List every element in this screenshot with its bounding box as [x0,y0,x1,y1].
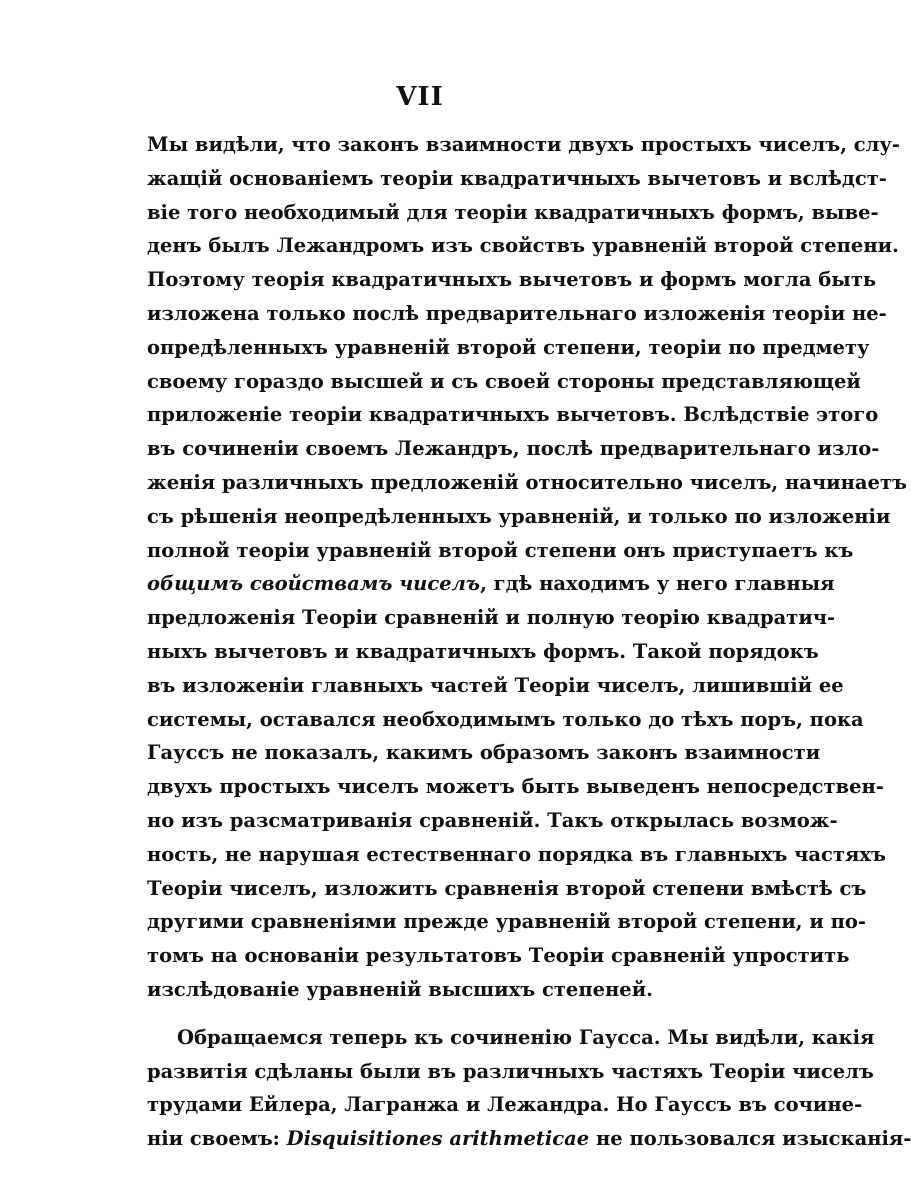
paragraph [147,128,908,1007]
text-line: изложена только послѣ предварительнаго изложенiя теорiи не- [147,301,887,325]
italic-title: Disquisitiones arithmeticae [286,1127,590,1151]
text-line: Гауссъ не показалъ, какимъ образомъ законъ взаимности [147,741,821,765]
text-line: Обращаемся теперь къ сочиненiю Гаусса. Мы видѣли, какiя [177,1025,875,1049]
text-line: Поэтому теорiя квадратичныхъ вычетовъ и формъ могла быть [147,268,877,292]
text-line: системы, оставался необходимымъ только до тѣхъ поръ, пока [147,707,864,731]
text-line: съ рѣшенiя неопредѣленныхъ уравненiй, и только по изложенiи [147,504,891,528]
line-text: , гдѣ находимъ у него главныя [480,572,835,596]
page-number: VII [396,82,444,112]
text-line: другими сравненiями прежде уравненiй второй степени, и по- [147,910,866,934]
text-line: въ сочиненiи своемъ Лежандръ, послѣ предварительнаго изло- [147,437,880,461]
text-line: ныхъ вычетовъ и квадратичныхъ формъ. Такой порядокъ [147,639,819,663]
line-text: не пользовался изысканiя- [589,1127,911,1151]
text-line: предложенiя Теорiи сравненiй и полную теорiю квадратич- [147,606,836,630]
line-text: нiи своемъ: [147,1127,287,1151]
text-line: опредѣленныхъ уравненiй второй степени, теорiи по предмету [147,335,870,359]
text-line: Теорiи чиселъ, изложить сравненiя второй степени вмѣстѣ съ [147,876,867,900]
paragraph-gap [147,1007,743,1021]
body-text [147,128,911,1156]
text-line: томъ на основанiи результатовъ Теорiи сравненiй упростить [147,944,850,968]
text-line [147,567,835,601]
text-line: трудами Ейлера, Лагранжа и Лежандра. Но Гауссъ въ сочине- [147,1093,863,1117]
text-line: но изъ разсматриванiя сравненiй. Такъ открылась возмож- [147,808,838,832]
text-line: полной теорiи уравненiй второй степени онъ приступаетъ къ [147,538,854,562]
paragraph [147,1021,911,1156]
text-line: денъ былъ Лежандромъ изъ свойствъ уравненiй второй степени. [147,234,899,258]
text-line: жащiй основанiемъ теорiи квадратичныхъ вычетовъ и вслѣдст- [147,166,887,190]
italic-phrase: общимъ свойствамъ чиселъ [147,572,481,596]
text-line: развитiя сдѣланы были въ различныхъ частяхъ Теорiи чиселъ [147,1059,874,1083]
text-line: изслѣдованiе уравненiй высшихъ степеней. [147,977,653,1001]
text-line: женiя различныхъ предложенiй относительно чиселъ, начинаетъ [147,470,908,494]
text-line: вiе того необходимый для теорiи квадратичныхъ формъ, выве- [147,200,879,224]
text-line: своему гораздо высшей и съ своей стороны представляющей [147,369,861,393]
text-line: двухъ простыхъ чиселъ можетъ быть выведенъ непосредствен- [147,775,884,799]
text-line: Мы видѣли, что законъ взаимности двухъ простыхъ чиселъ, слу- [147,133,900,156]
text-line: въ изложенiи главныхъ частей Теорiи чиселъ, лишившiй ее [147,673,844,697]
text-line [147,1122,911,1156]
text-line: ность, не нарушая естественнаго порядка въ главныхъ частяхъ [147,842,886,866]
text-line: приложенiе теорiи квадратичныхъ вычетовъ. Вслѣдствiе этого [147,403,879,427]
